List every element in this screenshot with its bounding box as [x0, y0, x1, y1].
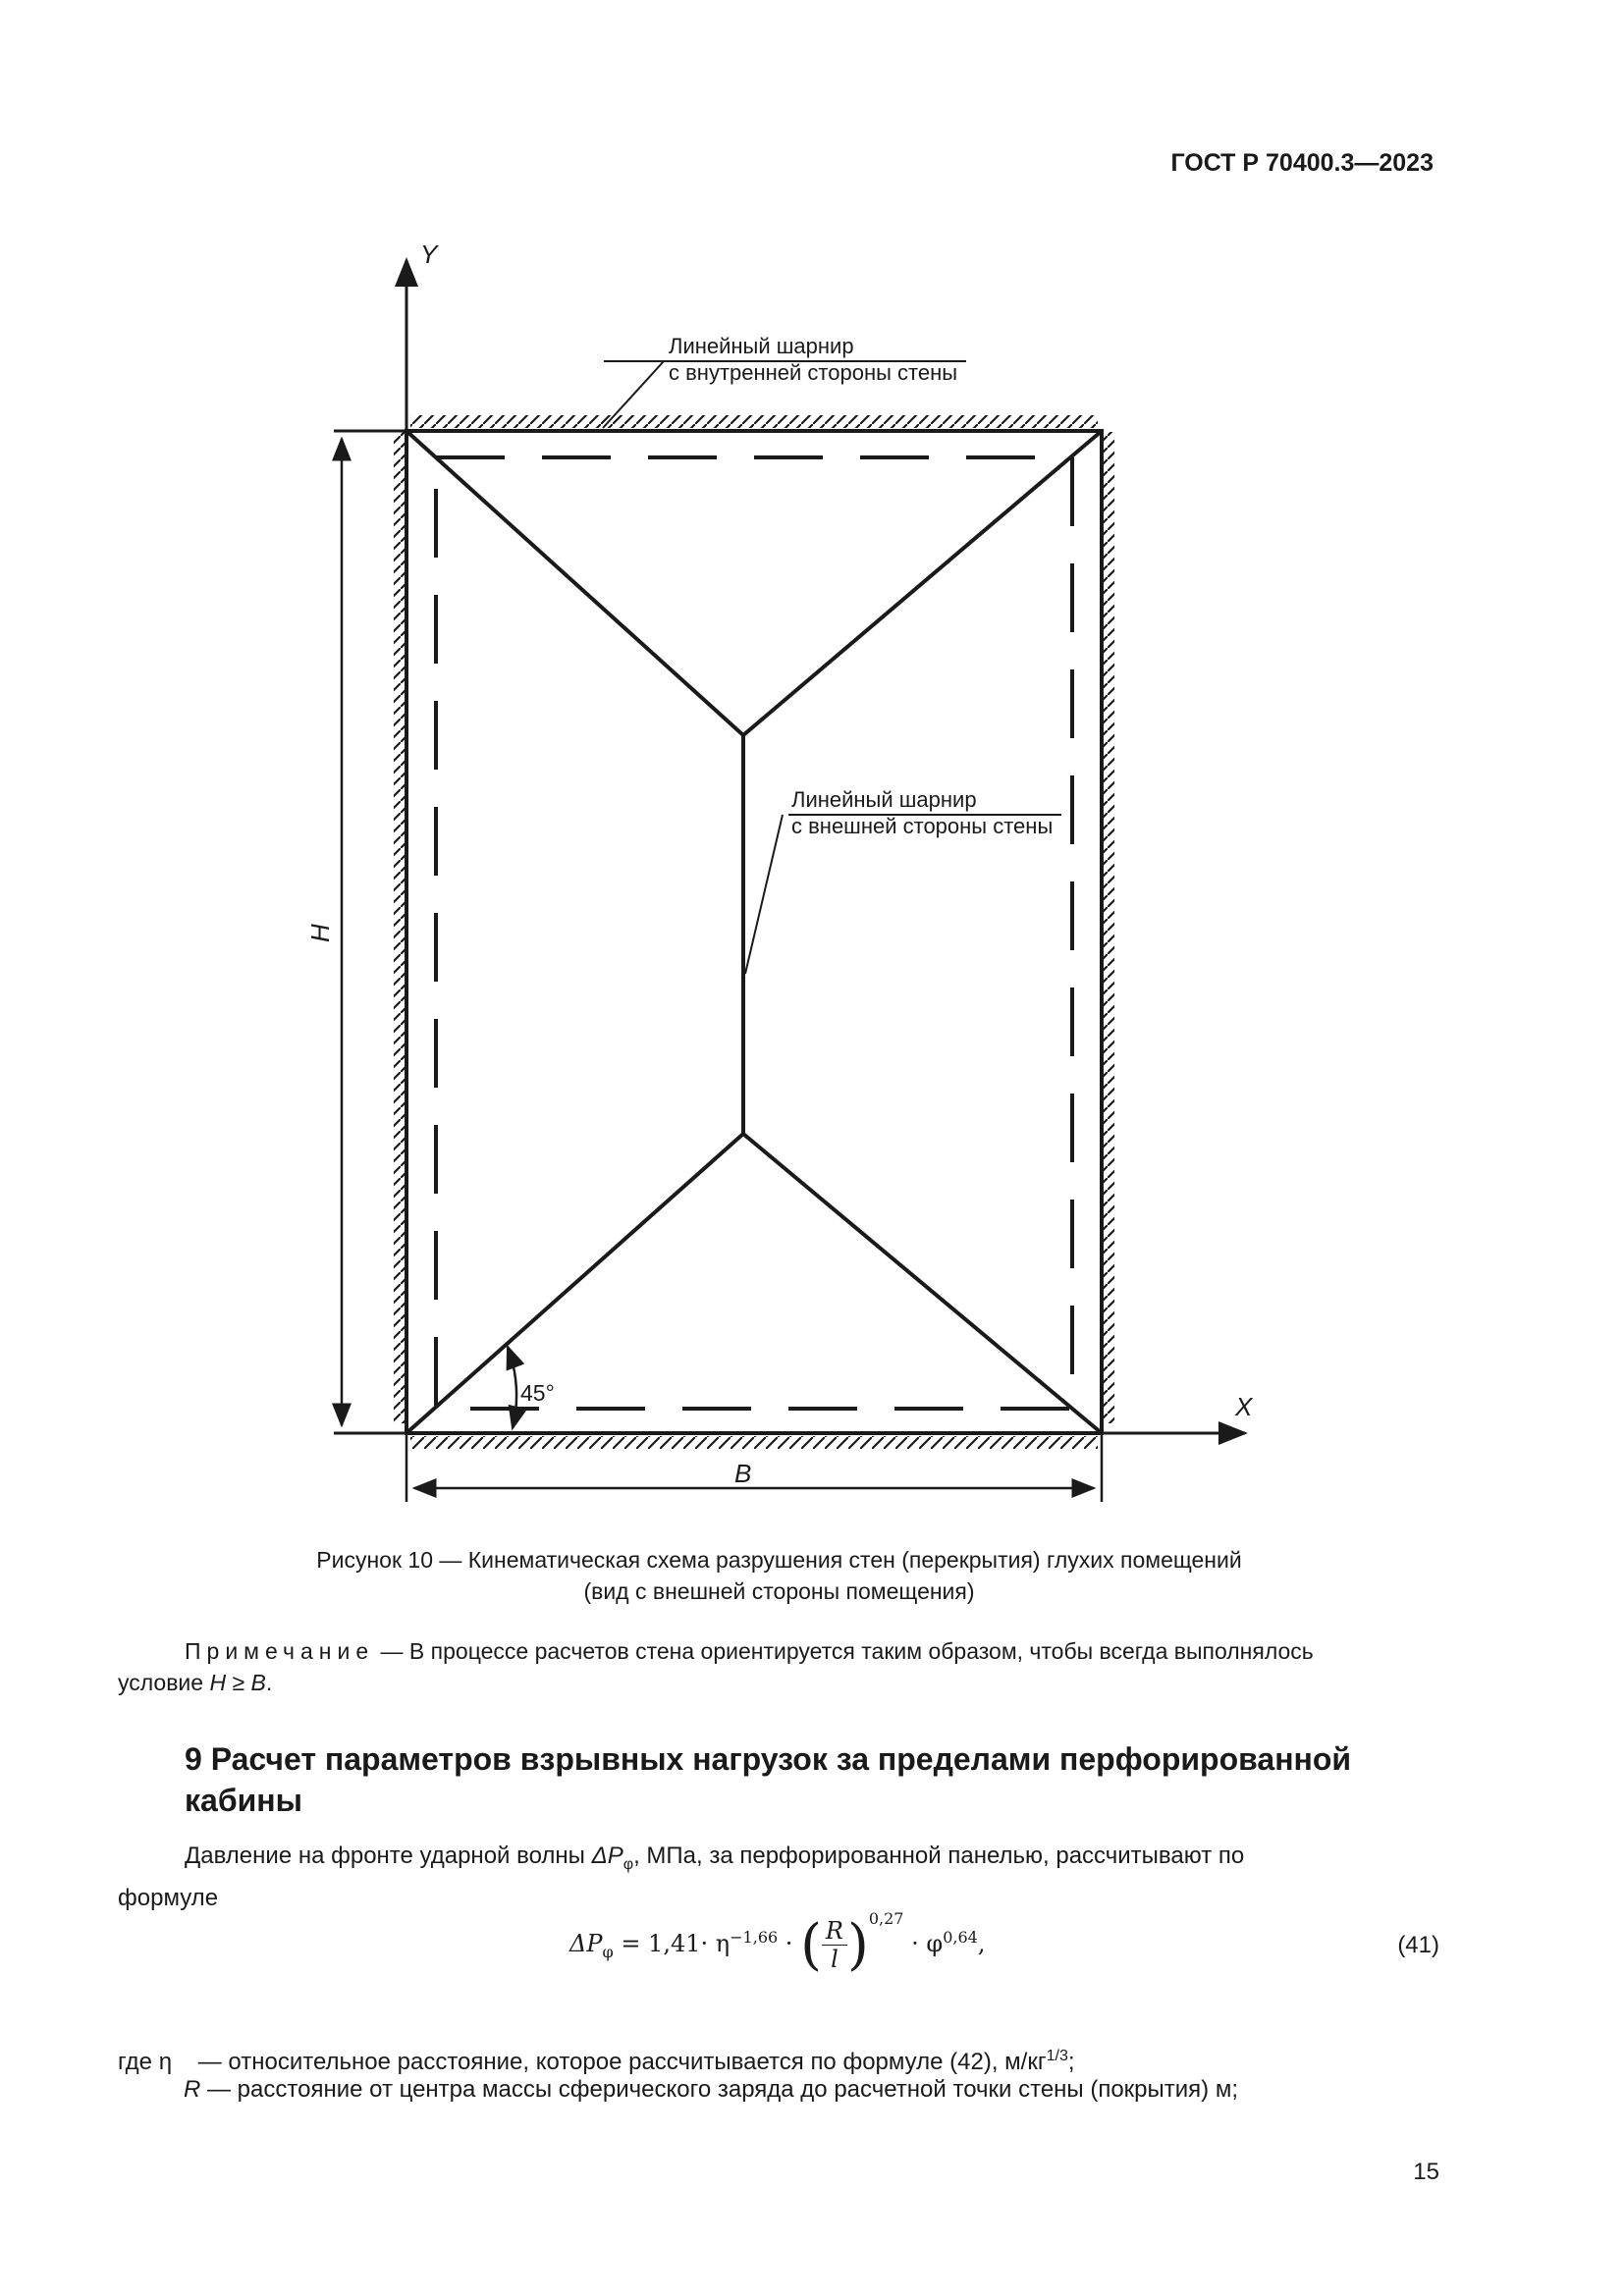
figure-caption	[177, 1544, 1381, 1607]
formula-number: (41)	[1397, 1932, 1439, 1958]
x-axis-label: X	[1235, 1392, 1253, 1421]
callout-mid-line2: с внешней стороны стены	[791, 814, 1054, 838]
section-title-line-2: кабины	[185, 1783, 302, 1818]
section-title-line-1: 9 Расчет параметров взрывных нагрузок за пределами перфорированной	[185, 1741, 1352, 1777]
note-text-1: — В процессе расчетов стена ориентируется таким образом, чтобы всегда выполнялось	[374, 1638, 1314, 1664]
hatch-top	[410, 415, 1098, 428]
caption-line-2: (вид с внешней стороны помещения)	[583, 1578, 975, 1604]
angle-label: 45°	[520, 1380, 555, 1406]
page-number: 15	[1413, 2159, 1439, 2185]
callout-mid-line1: Линейный шарнир	[791, 787, 977, 812]
note-block: Примечание — В процессе расчетов стена ориентируется таким образом, чтобы всегда выполнялось условие H ≥ B.	[118, 1638, 1314, 1695]
caption-line-1: Рисунок 10 — Кинематическая схема разрушения стен (перекрытия) глухих помещений	[316, 1547, 1242, 1573]
callout-top-line1: Линейный шарнир	[669, 334, 854, 358]
angle-arc	[508, 1347, 516, 1428]
note-label: Примечание	[185, 1638, 375, 1664]
body-paragraph: Давление на фронте ударной волны $\Delta P_\varphi$, МПа, за перфорированной панелью, рассчитывают по формуле	[118, 1842, 1245, 1911]
formula-fraction: $\frac{R}{l}$	[822, 1917, 847, 1973]
document-header: ГОСТ Р 70400.3—2023	[1170, 149, 1434, 177]
y-axis-label: Y	[420, 240, 438, 269]
callout-top-line2: с внутренней стороны стены	[669, 360, 958, 385]
section-heading	[185, 1738, 1441, 1821]
dim-h-label: H	[305, 924, 335, 942]
formula-41: $\Delta P_\varphi = 1,41\cdot \eta^{-1,66}$ · ( $\frac{R}{l}$ )$^{0,27} \cdot \varphi^{0,64}$,	[569, 1909, 986, 1977]
hatch-bottom	[410, 1436, 1098, 1449]
where-r: R — расстояние от центра массы сферического заряда до расчетной точки стены (покрытия) м;	[184, 2076, 1238, 2103]
callout-mid-pointer	[745, 815, 783, 974]
where-eta: где η — относительное расстояние, которое рассчитывается по формуле (42), $м/кг^{1/3}$;	[118, 2048, 1075, 2075]
dim-b-label: B	[734, 1459, 752, 1488]
